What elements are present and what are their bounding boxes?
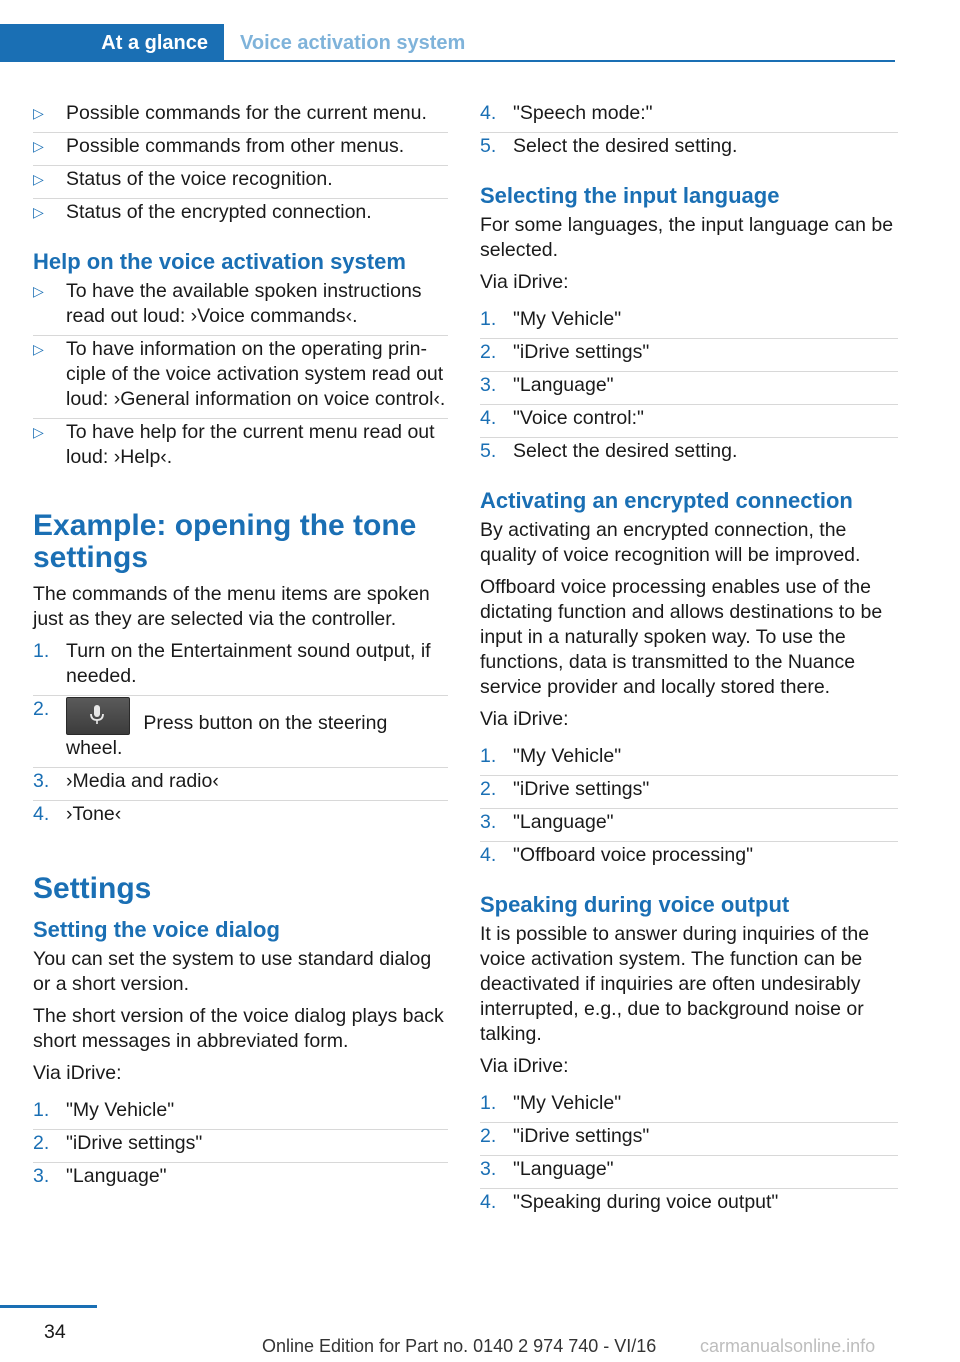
list-item: 1. "My Vehicle" [480,307,898,339]
step-number: 2. [33,1132,50,1154]
bullet-triangle-icon: ▷ [33,204,44,220]
bullet-triangle-icon: ▷ [33,138,44,154]
list-item: 2. "iDrive settings" [480,340,898,372]
speaking-steps [480,1091,898,1221]
list-item: 2. "iDrive settings" [480,777,898,809]
list-item: 3. "Language" [33,1165,167,1187]
settings-heading: Settings [33,872,152,905]
step-number: 2. [33,698,50,720]
list-item: 3. "Language" [480,373,898,405]
list-item: 3. "Language" [480,810,898,842]
encrypted-text: Offboard voice processing enables use of the dictating function and allows destinations to be input in a naturally spoken way. To use the functions, data is transmitted to the Nuance service provider and locally stored there. [480,576,883,698]
step-number: 5. [480,135,497,157]
step-number: 3. [33,1165,50,1187]
list-item: 2. "iDrive settings" [33,1131,448,1163]
example-text: The commands of the menu items are spoken just as they are selected via the controller. [33,583,430,630]
edition-text: Online Edition for Part no. 0140 2 974 740 - VI/16 [262,1336,657,1356]
via-idrive-label: Via iDrive: [480,271,569,293]
step-number: 2. [480,778,497,800]
step-number: 1. [33,640,50,662]
list-item: 1. Turn on the Entertainment sound output, if needed. [33,639,448,696]
help-bullet-list [33,279,448,476]
list-item: ▷ Status of the voice recognition. [33,167,448,199]
step-number: 2. [480,1125,497,1147]
example-steps [33,639,448,833]
step-number: 3. [480,374,497,396]
voice-dialog-steps [33,1098,448,1195]
step-number: 1. [480,1092,497,1114]
list-item: 1. "My Vehicle" [480,744,898,776]
example-heading: Example: opening the tone settings [33,509,417,574]
list-item: 4. ›Tone‹ [33,803,122,825]
section-tab[interactable]: At a glance [0,24,224,62]
input-language-text: For some languages, the input language can be selected. [480,214,894,261]
page-number: 34 [44,1321,66,1343]
via-idrive-label: Via iDrive: [33,1062,122,1084]
page-header [0,24,895,62]
watermark: carmanualsonline.info [700,1336,876,1356]
header-rule [0,60,895,62]
list-item: ▷ Possible commands for the current menu. [33,101,448,133]
speaking-text: It is possible to answer during inquiries of the voice activation system. The function can be deactivated if inquiries are often undesirably interrupted, e.g., due to background noise or talking. [480,923,870,1045]
encrypted-text: By activating an encrypted connection, the quality of voice recognition will be improved. [480,519,861,566]
step-number: 4. [33,803,50,825]
via-idrive-label: Via iDrive: [480,1055,569,1077]
list-item: ▷ To have help for the current menu read out loud: ›Help‹. [33,421,435,468]
chapter-tab[interactable]: Voice activation system [240,32,466,54]
list-item: 5. Select the desired setting. [480,440,738,462]
step-number: 2. [480,341,497,363]
list-item: 3. "Language" [480,1157,898,1189]
speaking-heading: Speaking during voice output [480,892,790,917]
list-item: 2. Press button on the steering wheel. [33,697,448,768]
intro-bullet-list [33,101,448,231]
step-number: 1. [480,745,497,767]
step-number: 3. [480,811,497,833]
bullet-triangle-icon: ▷ [33,341,44,357]
bullet-triangle-icon: ▷ [33,283,44,299]
step-number: 1. [33,1099,50,1121]
left-column [33,101,448,1203]
help-heading: Help on the voice activation system [33,249,406,274]
list-item: 4. "Voice control:" [480,406,898,438]
step-number: 1. [480,308,497,330]
list-item: ▷ Status of the encrypted connection. [33,201,372,223]
step-number: 4. [480,844,497,866]
bullet-triangle-icon: ▷ [33,171,44,187]
step-number: 3. [480,1158,497,1180]
list-item: 4. "Speech mode:" [480,101,898,133]
encrypted-connection-heading: Activating an encrypted connection [480,488,853,513]
footer-rule [0,1305,97,1308]
bullet-triangle-icon: ▷ [33,424,44,440]
bullet-triangle-icon: ▷ [33,105,44,121]
list-item: 1. "My Vehicle" [33,1098,448,1130]
list-item: 5. Select the desired setting. [480,135,738,157]
list-item: ▷ Possible commands from other menus. [33,134,448,166]
voice-dialog-text: The short version of the voice dialog plays back short messages in abbreviated form. [33,1005,444,1052]
voice-dialog-text: You can set the system to use standard dialog or a short version. [33,948,432,995]
right-column [480,101,898,1229]
input-language-heading: Selecting the input language [480,183,780,208]
list-item: 4. "Offboard voice processing" [480,844,754,866]
list-item: 2. "iDrive settings" [480,1124,898,1156]
step-number: 4. [480,1191,497,1213]
voice-dialog-heading: Setting the voice dialog [33,917,280,942]
list-item: 4. "Speaking during voice output" [480,1191,779,1213]
encrypted-steps [480,744,898,874]
input-language-steps [480,307,898,470]
step-number: 4. [480,102,497,124]
via-idrive-label: Via iDrive: [480,708,569,730]
step-number: 5. [480,440,497,462]
list-item: ▷ To have the available spoken instructions read out loud: ›Voice commands‹. [33,279,448,336]
step-number: 3. [33,770,50,792]
microphone-icon [66,697,130,735]
list-item: ▷ To have information on the operating prin‐ ciple of the voice activation system read out loud: ›General information on voice control‹. [33,337,448,419]
list-item: 3. ›Media and radio‹ [33,769,448,801]
step-number: 4. [480,407,497,429]
list-item: 1. "My Vehicle" [480,1091,898,1123]
continued-steps [480,101,898,165]
